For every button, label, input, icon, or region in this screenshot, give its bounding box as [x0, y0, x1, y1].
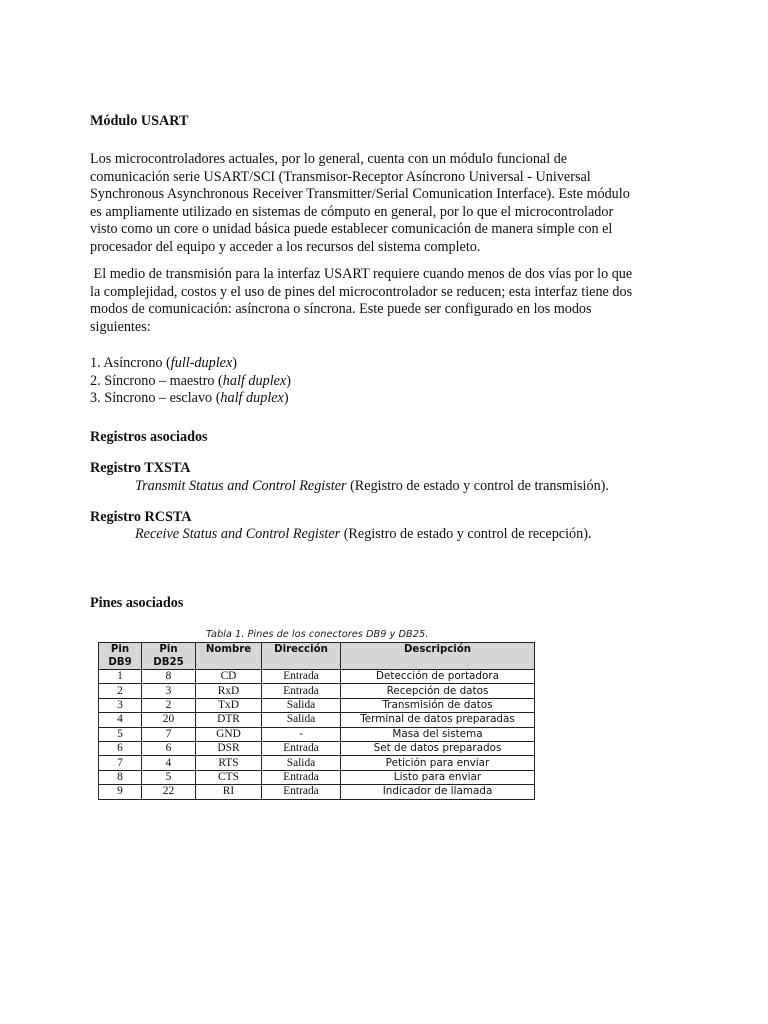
cell-descripcion: Transmisión de datos — [341, 698, 535, 712]
cell-nombre: GND — [196, 727, 262, 741]
cell-descripcion: Masa del sistema — [341, 727, 535, 741]
mode-suffix: ) — [286, 372, 291, 389]
cell-pin-db25: 6 — [142, 741, 196, 755]
cell-descripcion: Recepción de datos — [341, 684, 535, 698]
heading-modulo-usart: Módulo USART — [90, 113, 189, 129]
cell-pin-db25: 7 — [142, 727, 196, 741]
pins-heading: Pines asociados — [90, 595, 184, 611]
rcsta-title: Registro RCSTA — [90, 509, 192, 525]
cell-pin-db9: 1 — [99, 670, 142, 684]
mode-em: half duplex — [222, 372, 287, 389]
cell-nombre: DTR — [196, 713, 262, 727]
mode-prefix: 2. Síncrono – maestro ( — [90, 372, 223, 389]
registers-heading: Registros asociados — [90, 429, 208, 445]
header-nombre: Nombre — [196, 643, 262, 670]
mode-em: full-duplex — [170, 355, 233, 371]
cell-pin-db25: 20 — [142, 713, 196, 727]
cell-pin-db9: 5 — [99, 727, 142, 741]
mode-item — [90, 390, 289, 408]
table-caption: Tabla 1. Pines de los conectores DB9 y DB25. — [206, 629, 429, 640]
cell-pin-db9: 6 — [99, 741, 142, 755]
cell-nombre: CD — [196, 670, 262, 684]
header-pin-db9: Pin DB9 — [99, 643, 142, 670]
cell-direccion: Salida — [262, 713, 341, 727]
table-row — [99, 698, 535, 712]
mode-prefix: 3. Síncrono – esclavo ( — [90, 390, 221, 406]
cell-direccion: Salida — [262, 698, 341, 712]
cell-pin-db9: 2 — [99, 684, 142, 698]
intro-line: visto como un core o unidad básica puede establecer comunicación de manera simple con el — [90, 221, 613, 237]
pins-table-body — [99, 670, 535, 800]
table-row — [99, 770, 535, 784]
cell-nombre: RxD — [196, 684, 262, 698]
table-row — [99, 756, 535, 770]
medium-line: siguientes: — [90, 318, 151, 335]
intro-line: procesador del equipo y acceder a los recursos del sistema completo. — [90, 238, 481, 255]
medium-line: la complejidad, costos y el uso de pines del microcontrolador se reducen; esta interfaz tiene dos — [90, 283, 633, 300]
cell-pin-db9: 7 — [99, 756, 142, 770]
header-direccion: Dirección — [262, 643, 341, 670]
medium-line: El medio de transmisión para la interfaz USART requiere cuando menos de dos vías por lo que — [90, 266, 633, 282]
cell-direccion: Entrada — [262, 670, 341, 684]
cell-pin-db25: 4 — [142, 756, 196, 770]
mode-suffix: ) — [232, 355, 237, 371]
table-row — [99, 713, 535, 727]
txsta-name: Transmit Status and Control Register — [135, 477, 347, 494]
cell-direccion: Salida — [262, 756, 341, 770]
cell-direccion: Entrada — [262, 770, 341, 784]
cell-direccion: Entrada — [262, 741, 341, 755]
table-row — [99, 741, 535, 755]
cell-descripcion: Detección de portadora — [341, 670, 535, 684]
cell-nombre: TxD — [196, 698, 262, 712]
txsta-title: Registro TXSTA — [90, 460, 191, 476]
rcsta-name: Receive Status and Control Register — [135, 526, 341, 542]
cell-pin-db9: 3 — [99, 698, 142, 712]
medium-line: modos de comunicación: asíncrona o síncrona. Este puede ser configurado en los modos — [90, 301, 592, 317]
mode-em: half duplex — [220, 390, 284, 406]
table-row — [99, 670, 535, 684]
mode-suffix: ) — [283, 390, 289, 406]
mode-item — [90, 355, 237, 373]
mode-prefix: 1. Asíncrono ( — [90, 355, 171, 371]
txsta-desc: (Registro de estado y control de transmisión). — [346, 477, 609, 494]
cell-direccion: Entrada — [262, 684, 341, 698]
cell-direccion: Entrada — [262, 785, 341, 799]
cell-direccion: - — [262, 727, 341, 741]
header-descripcion: Descripción — [341, 643, 535, 670]
rcsta-description — [135, 526, 592, 544]
intro-line: Synchronous Asynchronous Receiver Transmitter/Serial Comunication Interface). Este módulo — [90, 186, 630, 202]
txsta-description — [135, 478, 609, 496]
cell-pin-db9: 9 — [99, 785, 142, 799]
cell-descripcion: Listo para enviar — [341, 770, 535, 784]
mode-item — [90, 373, 291, 391]
table-row — [99, 785, 535, 799]
intro-line: Los microcontroladores actuales, por lo general, cuenta con un módulo funcional de — [90, 151, 568, 167]
cell-pin-db9: 8 — [99, 770, 142, 784]
table-row — [99, 684, 535, 698]
cell-pin-db25: 5 — [142, 770, 196, 784]
cell-pin-db25: 3 — [142, 684, 196, 698]
table-row — [99, 727, 535, 741]
cell-descripcion: Terminal de datos preparadas — [341, 713, 535, 727]
cell-pin-db25: 8 — [142, 670, 196, 684]
table-header-row — [99, 643, 535, 670]
header-pin-db25: Pin DB25 — [142, 643, 196, 670]
cell-nombre: RTS — [196, 756, 262, 770]
cell-pin-db9: 4 — [99, 713, 142, 727]
cell-nombre: DSR — [196, 741, 262, 755]
cell-descripcion: Petición para enviar — [341, 756, 535, 770]
cell-nombre: RI — [196, 785, 262, 799]
cell-pin-db25: 2 — [142, 698, 196, 712]
intro-line: comunicación serie USART/SCI (Transmisor-Receptor Asíncrono Universal - Universal — [90, 168, 591, 185]
pins-table — [98, 642, 535, 800]
rcsta-desc: (Registro de estado y control de recepción). — [340, 526, 592, 542]
cell-descripcion: Set de datos preparados — [341, 741, 535, 755]
cell-pin-db25: 22 — [142, 785, 196, 799]
intro-line: es ampliamente utilizado en sistemas de cómputo en general, por lo que el microcontrolador — [90, 203, 614, 220]
cell-nombre: CTS — [196, 770, 262, 784]
cell-descripcion: Indicador de llamada — [341, 785, 535, 799]
